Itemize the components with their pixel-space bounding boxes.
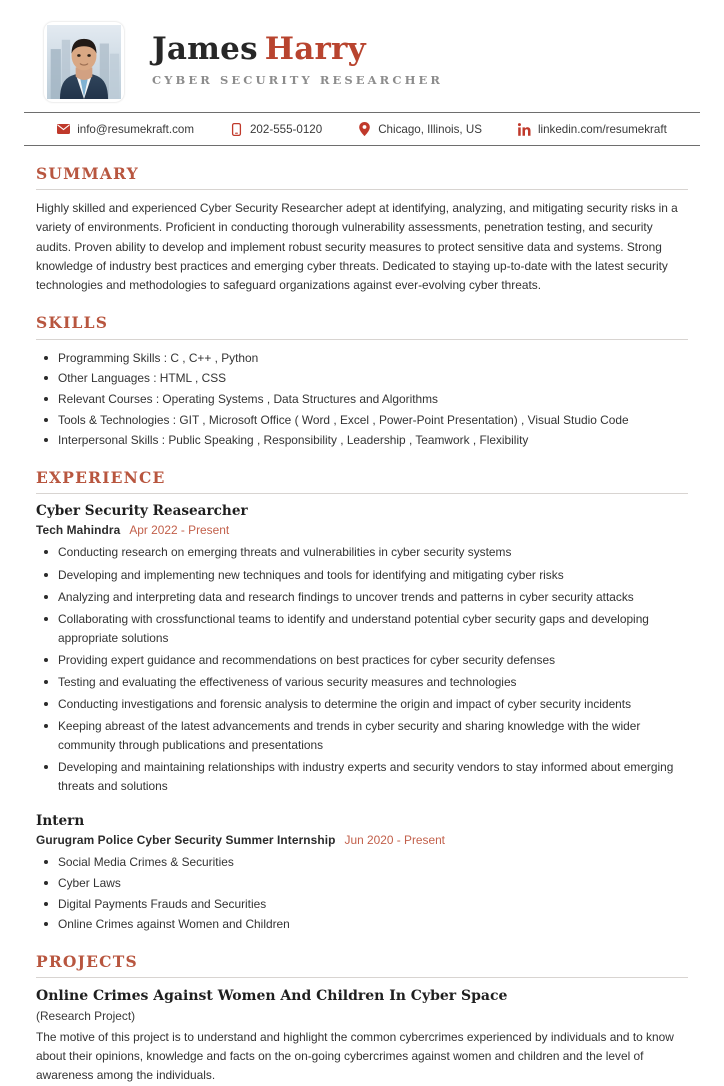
contact-bar (36, 113, 688, 145)
summary-text: Highly skilled and experienced Cyber Security Researcher adept at identifying, analyzing, and mitigating security risks in a variety of environments. Proficient in conducting thorough vulnerability assessments, penetration testing, and security audits. Proven ability to develop and implement robust security measures to protect sensitive data and systems. Strong knowledge of industry best practices and emerging cyber threats. Dedicated to staying up-to-date with the latest security technologies and methodologies to safeguard organizations against ever-evolving cyber threats. (36, 201, 678, 293)
section-underline-experience (36, 493, 688, 494)
job-bullets (36, 853, 688, 934)
envelope-icon (57, 122, 70, 136)
section-underline-skills (36, 339, 688, 340)
contact-item-linkedin[interactable] (518, 122, 667, 136)
job-meta (36, 833, 688, 848)
linkedin-icon (518, 122, 531, 136)
section-title-projects: PROJECTS (36, 951, 138, 971)
contact-value-linkedin: linkedin.com/resumekraft (537, 122, 667, 136)
profile-photo-illustration (47, 25, 121, 99)
section-title-skills: SKILLS (36, 313, 109, 333)
contact-value-email: info@resumekraft.com (77, 122, 194, 136)
contact-value-phone: 202-555-0120 (249, 122, 323, 136)
list-item: Developing and implementing new techniques and tools for identifying and mitigating cyber risks (36, 566, 688, 585)
job-role: Intern (36, 812, 85, 829)
project-entry-1 (36, 987, 688, 1086)
contact-value-location: Chicago, Illinois, US (378, 122, 482, 136)
section-summary (36, 165, 688, 295)
job-dates: Apr 2022 - Present (129, 522, 230, 537)
job-company: Gurugram Police Cyber Security Summer Internship (36, 832, 336, 847)
avatar (44, 22, 124, 102)
header-divider-bottom (24, 145, 700, 146)
list-item: Conducting investigations and forensic analysis to determine the origin and impact of cyber security incidents (36, 695, 688, 714)
experience-entry-1 (36, 503, 688, 796)
section-title-experience: EXPERIENCE (36, 467, 166, 487)
contact-item-location[interactable] (358, 122, 482, 136)
phone-icon (230, 122, 243, 136)
headline-job-title: CYBER SECURITY RESEARCHER (152, 72, 444, 87)
list-item: Analyzing and interpreting data and research findings to uncover trends and patterns in cyber security attacks (36, 588, 688, 607)
full-name (152, 33, 443, 66)
experience-entry-2 (36, 813, 688, 934)
list-item: Interpersonal Skills : Public Speaking , Responsibility , Leadership , Teamwork , Flexibility (36, 431, 688, 450)
job-meta (36, 523, 688, 538)
list-item: Providing expert guidance and recommendations on best practices for cyber security defenses (36, 651, 688, 670)
list-item: Testing and evaluating the effectiveness of various security measures and technologies (36, 673, 688, 692)
section-underline-summary (36, 189, 688, 190)
list-item: Cyber Laws (36, 874, 688, 893)
first-name: James (152, 31, 258, 68)
profile-photo (47, 25, 121, 99)
list-item: Other Languages : HTML , CSS (36, 369, 688, 388)
contact-item-email[interactable] (57, 122, 194, 136)
job-company: Tech Mahindra (36, 522, 121, 537)
list-item: Social Media Crimes & Securities (36, 853, 688, 872)
name-block (152, 33, 443, 91)
list-item: Conducting research on emerging threats and vulnerabilities in cyber security systems (36, 543, 688, 562)
project-title: Online Crimes Against Women And Children In Cyber Space (36, 987, 508, 1004)
section-underline-projects (36, 977, 688, 978)
section-title-summary: SUMMARY (36, 164, 139, 183)
list-item: Keeping abreast of the latest advancements and trends in cyber security and sharing knowledge with the wider community through publications and presentations (36, 717, 688, 754)
list-item: Relevant Courses : Operating Systems , Data Structures and Algorithms (36, 390, 688, 409)
list-item: Digital Payments Frauds and Securities (36, 895, 688, 914)
contact-item-phone[interactable] (230, 122, 322, 136)
job-bullets (36, 543, 688, 795)
job-role: Cyber Security Reasearcher (36, 502, 248, 519)
list-item: Collaborating with crossfunctional teams to identify and understand potential cyber security gaps and developing appropriate solutions (36, 610, 688, 647)
last-name: Harry (264, 31, 366, 68)
job-dates: Jun 2020 - Present (344, 832, 445, 847)
section-experience (36, 469, 688, 934)
list-item: Online Crimes against Women and Children (36, 915, 688, 934)
project-subtitle: (Research Project) (36, 1009, 136, 1024)
section-skills (36, 314, 688, 449)
list-item: Developing and maintaining relationships with industry experts and security vendors to stay informed about emerging threats and solutions (36, 758, 688, 795)
project-description: The motive of this project is to understand and highlight the common cybercrimes experienced by individuals and to know about their opinions, knowledge and facts on the on-going cybercrimes against women and children and the level of awareness among the individuals. (36, 1029, 674, 1083)
section-projects (36, 953, 688, 1086)
location-pin-icon (358, 122, 371, 136)
skills-list (36, 349, 688, 450)
list-item: Programming Skills : C , C++ , Python (36, 349, 688, 368)
resume-header (36, 0, 688, 112)
list-item: Tools & Technologies : GIT , Microsoft Office ( Word , Excel , Power-Point Presentation) , Visual Studio Code (36, 411, 688, 430)
